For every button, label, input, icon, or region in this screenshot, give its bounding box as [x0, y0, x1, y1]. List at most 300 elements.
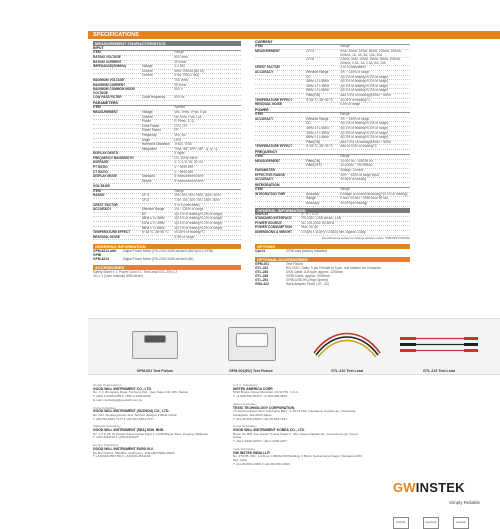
office-line: T +1-909-399-3535 F +1-909-399-0819: [233, 394, 287, 399]
spec-mode: CF-3: [141, 193, 149, 198]
photo-gpm-001: [110, 323, 200, 373]
spec-value: ±(0.3% of reading+0.2% of range): [340, 130, 389, 135]
spec-mode: Filter(ON): [306, 92, 321, 97]
spec-value: 5mA~200mA (5Ω ±δ): [174, 68, 205, 73]
spec-key: [255, 202, 306, 206]
spec-mode: CF-6: [141, 198, 149, 203]
spec-mode: 66Hz < f ≤ 6kHz: [141, 225, 165, 230]
option-item: [255, 249, 410, 253]
spec-value: 20 Arms: [174, 59, 187, 64]
photo-caption: GTL-219 Test Lead: [423, 369, 455, 373]
spec-key: [255, 58, 306, 65]
voltage-heading: VOLTAGE: [93, 184, 241, 189]
options-heading: OPTIONS: [255, 244, 410, 249]
office-block: [93, 444, 223, 459]
spec-mode: [306, 103, 340, 107]
spec-mode: Crest Factor: [141, 123, 160, 128]
gw-instek-logo: [393, 480, 465, 495]
spec-key: [93, 213, 142, 217]
spec-row: [255, 231, 410, 236]
spec-value: ±(0.1% of reading+0.2% of range): [340, 88, 389, 93]
spec-key: [255, 122, 306, 126]
spec-mode: 45Hz ≤ f ≤ 66Hz: [306, 79, 329, 84]
spec-key: MAXIMUM CURRENT: [93, 82, 126, 87]
spec-value: ±(0.1% of reading+0.2% of range): [174, 221, 223, 225]
spec-key: [93, 120, 142, 124]
spec-mode: Standard: [141, 174, 155, 179]
spec-key: [255, 127, 306, 131]
spec-value: CFV, CFI: [174, 123, 188, 128]
ordering-information-heading: ORDERING INFORMATION: [93, 244, 241, 249]
office-label: Japan Subsidiary: [233, 401, 257, 406]
spec-key: TEMPERATURE EFFECT: [255, 97, 293, 102]
spec-value: 2.5mA, 5mA, 10mA, 25mA, 50mA, 100mA, 250mA, 0.5A, 1A, 2.5A, 5A, 10A: [340, 57, 401, 65]
spec-value: 10.000Hz ~ 99.999kHz: [340, 163, 373, 168]
office-block: [93, 407, 223, 422]
spec-key: DISPLAY: [255, 211, 269, 216]
spec-key: DIMENSIONS & WEIGHT: [255, 230, 293, 234]
office-name: GOOD WILL INSTRUMENT KOREA CO., LTD.: [233, 428, 305, 433]
spec-value: 0.5% of range: [340, 102, 361, 107]
office-line: T +31(0)40-2557790 F +31(0)40-2541194: [93, 454, 151, 459]
spec-key: ITEM: [255, 112, 263, 117]
spec-key: [255, 85, 306, 89]
spec-mode: Effective Range: [141, 207, 165, 212]
spec-mode: [142, 157, 175, 161]
spec-value: 600 Vrms: [174, 55, 188, 59]
order-code: GPM-8213 with GPIB: [93, 249, 117, 258]
photo-gtl-210: [302, 323, 392, 373]
linkedin-icon[interactable]: LinkedIn: [453, 517, 469, 529]
right-spec-column: [255, 40, 410, 286]
spec-value: 5mA, 10mA, 20mA, 50mA, 100mA, 200mA, 500mA, 1A, 2A, 5A, 10A, 20A: [340, 49, 402, 57]
spec-value: 10.000 Hz ~ 499.99 Hz: [340, 158, 373, 163]
spec-mode: [306, 174, 340, 178]
spec-value: ±0.06% of reading: [340, 177, 367, 182]
spec-value: 1 ~ 9999.999: [174, 169, 194, 174]
current-table: [255, 45, 410, 107]
office-block: [233, 384, 363, 399]
spec-value: ±(0.1% of reading+0.2% of range): [340, 83, 389, 88]
office-name: GW INSTEK INDIA LLP.: [233, 450, 271, 455]
spec-key: [255, 132, 306, 136]
spec-value: RS-232C, USB device, LAN: [301, 216, 342, 221]
spec-mode: 45Hz ≤ f ≤ 66Hz: [306, 125, 329, 130]
spec-mode: Current: [141, 73, 153, 78]
spec-mode: Current: [141, 68, 153, 73]
test-lead-icon: [302, 323, 392, 365]
logo-name: INSTEK: [415, 480, 465, 495]
spec-key: [93, 180, 142, 184]
spec-mode: [142, 51, 175, 55]
spec-mode: Cutoff frequency: [141, 95, 166, 100]
spec-key: ITEM: [255, 154, 263, 159]
spec-mode: DC: [306, 74, 311, 79]
spec-value: ±0.03% of reading/°C: [174, 230, 205, 235]
spec-mode: [306, 169, 340, 173]
general-information-heading: GENERAL INFORMATION: [255, 208, 410, 213]
spec-key: RESIDUAL NOISE: [93, 234, 121, 239]
spec-value: 700 Vrms: [174, 77, 188, 82]
office-line: E-mail: marketing@goodwill.com.tw: [93, 397, 143, 402]
spec-value: DC, 10Hz~6kHz: [174, 155, 198, 160]
spec-value: 1, 2, 4, 8, 16, 32, 64: [174, 160, 203, 165]
spec-mode: 5~18 °C, 28~40 °C: [306, 97, 333, 102]
spec-mode: [142, 84, 175, 88]
optional-accessories-list: [255, 262, 410, 286]
spec-key: ITEM: [255, 44, 263, 49]
spec-mode: 5~18 °C, 28~40 °C: [306, 144, 333, 149]
spec-key: MEASUREMENT: [93, 109, 118, 114]
order-desc: Digital Power Meter (RS-232C/USB device/LAN): [122, 257, 194, 262]
spec-mode: Power Factor: [141, 128, 161, 133]
measurement-characteristics-heading: MEASUREMENT CHARACTERISTICS: [93, 41, 241, 46]
parameters-table: [93, 106, 241, 184]
spec-mode: 66Hz < f ≤ 6kHz: [306, 135, 329, 140]
office-line: 7F Towa Fudosan Shin Yokohama Bldg., 2-18-13 Shin Yokohama, Kohoku-ku, Yokohama, Kanagawa, 222-0033 Japan: [233, 409, 357, 417]
office-line: No. 1-3 & 25, Persiaran Kelisa Kelisa Pejal 1, 11900 Bayan Baru, Penang, Malaysia: [93, 431, 208, 436]
order-desc: Test Fixture: [286, 262, 304, 267]
spec-key: RATING VOLTAGE: [93, 55, 121, 59]
accessories-line-2: CD x 1 (User manual) USB driver): [93, 274, 143, 279]
spec-key: ITEM: [93, 188, 101, 193]
spec-value: 3 or 6 (selectable): [174, 202, 200, 207]
spec-value: 10% ~ 130% of range input: [340, 172, 379, 177]
spec-mode: Range: [306, 196, 316, 201]
general-table: [255, 213, 410, 236]
spec-value: 0.5A~20A (1 mΩ): [174, 73, 199, 78]
spec-key: [93, 217, 142, 221]
spec-value: DEG: [174, 137, 182, 142]
spec-key: AVERAGE: [93, 160, 109, 165]
order-code: GPM-001: [255, 262, 270, 267]
facebook-icon[interactable]: Facebook: [423, 517, 439, 529]
spec-key: [255, 136, 306, 140]
spec-value: 5 digits: [174, 151, 185, 156]
spec-key: [255, 80, 306, 84]
spec-key: FREQUENCY BANDWIDTH: [93, 155, 134, 160]
spec-value: Range: [340, 154, 350, 159]
spec-key: PARAMETER: [255, 168, 275, 173]
spec-value: ±0.03% of reading/°C: [340, 97, 371, 102]
spec-key: CREST FACTOR: [93, 202, 118, 207]
spec-value: 4 measurement item: [174, 178, 204, 183]
order-desc: RS-232C Cable, 9-pin Female to 9-pin, null Modem for Computer: [286, 266, 382, 271]
order-code: GTL-232: [255, 266, 269, 271]
spec-value: P, Pmax, S, Q: [174, 119, 195, 124]
power-table: [255, 113, 410, 150]
spec-value: 7.5V, 15V, 30V, 75V, 150V, 300V: [174, 198, 221, 203]
office-name: GOOD WILL INSTRUMENT (SUZHOU) CO., LTD.: [93, 409, 170, 414]
spec-value: 0.5% of range: [174, 234, 195, 239]
integration-table: [255, 188, 410, 206]
spec-value: Idc, Irms, I+pk, I-pk: [174, 114, 202, 119]
spec-value: Vhz, Ihz: [174, 132, 186, 137]
spec-mode: Filter(ON): [306, 158, 321, 163]
specifications-title: SPECIFICATIONS: [88, 31, 500, 39]
spec-mode: Effective Range: [306, 116, 329, 121]
spec-value: 500 Hz: [174, 95, 185, 100]
spec-value: 1% ~ 130% of range: [340, 69, 370, 74]
office-name: INSTEK AMERICA CORP.: [233, 386, 274, 391]
spec-value: ±(0.1% of reading+0.1% of range): [340, 79, 389, 84]
order-item: [255, 282, 410, 286]
spec-value: ±0.02%(of reading): [340, 201, 368, 206]
spec-key: POWER CONSUMPTION: [255, 225, 292, 230]
spec-key: INTEGRATION TIME: [255, 191, 286, 196]
spec-key: DISPLAY MODE: [93, 174, 117, 179]
logo-prefix: GW: [393, 480, 416, 495]
spec-value: ±(0.3% of reading+0.2% of range): [340, 135, 389, 140]
order-desc: GPIB Cable, approx. 2000mm: [286, 274, 330, 279]
spec-value: Add 0.3% of reading@45Hz ~ 66Hz: [340, 139, 391, 144]
spec-key: [93, 116, 142, 120]
spec-mode: [142, 161, 175, 165]
spec-mode: Angle: [141, 137, 150, 142]
office-name: GOOD WILL INSTRUMENT (SEA) SDN. BHD.: [93, 428, 165, 433]
spec-mode: CF=6: [306, 57, 315, 62]
office-label: Global Headquarters: [93, 383, 122, 387]
spec-mode: Accuracy: [306, 191, 320, 196]
spec-mode: Effective Range: [306, 69, 329, 74]
spec-mode: 10Hz ≤ f < 45Hz: [306, 83, 330, 88]
spec-mode: [306, 178, 340, 182]
spec-mode: Integration: [141, 146, 157, 151]
spec-row: [255, 202, 410, 207]
spec-value: 1% ~ 150% of range: [340, 116, 370, 121]
option-code: Opt.01: [255, 249, 266, 254]
order-item: [93, 257, 241, 261]
spec-value: Symbol: [174, 105, 186, 110]
spec-key: [93, 70, 142, 74]
slogan: Simply Reliable: [449, 500, 481, 505]
spec-key: [255, 76, 306, 80]
spec-key: RATING CURRENT: [93, 59, 122, 64]
office-line: De Run 5427A, 5504DG, Veldhoven, THE NETHERLANDS: [93, 450, 175, 455]
spec-value: ±(0.1% of reading+0.2% of range): [340, 121, 389, 126]
spec-mode: Frequency: [141, 132, 157, 137]
spec-key: [93, 222, 142, 226]
spec-key: [255, 89, 306, 93]
spec-value: Add 0.3% of reading@45Hz ~ 66Hz: [340, 92, 391, 97]
spec-mode: 10Hz ≤ f < 45Hz: [141, 221, 165, 225]
office-label: Europe Subsidiary: [93, 443, 119, 448]
integration-heading: INTEGRATION: [255, 183, 410, 188]
spec-value: Max. 30 VA: [301, 225, 318, 230]
spec-value: Time, WP, WP+, WP-, q, q+, q-: [174, 146, 219, 151]
order-item: [93, 249, 241, 257]
spec-mode: [142, 88, 175, 95]
spec-value: Range: [174, 188, 184, 193]
spec-mode: [142, 236, 175, 240]
office-label: China Subsidiary: [93, 405, 117, 410]
spec-value: Add ±0.03% of reading/°C: [340, 144, 378, 149]
spec-mode: [142, 166, 175, 170]
left-spec-column: [93, 40, 241, 278]
order-desc: Rack Adapter Panel (19", 2U): [286, 282, 330, 287]
spec-key: RESIDUAL NOISE: [255, 102, 283, 107]
spec-value: 1 ~ 9999.999: [174, 165, 194, 170]
footer-column-2: [233, 384, 363, 470]
office-line: Room No.805, Ace Gasan Hi-End Tower 2, 184, Gasan Digital2-Ro, Geumcheon-gu, Seoul, Korea: [233, 431, 359, 440]
spec-mode: CF=3: [306, 49, 315, 53]
spec-key: TEMPERATURE EFFECT: [255, 144, 293, 149]
office-line: T +82-2-3439-2205 F +82-2-3439-2207: [233, 439, 287, 444]
company-footer: [93, 383, 493, 524]
spec-value: ±(0.1% of reading+0.2% of range): [174, 211, 223, 216]
spec-value: 600 V: [174, 87, 183, 92]
office-line: T +86-512-6661-7177 F +86-512-6661-7277: [93, 416, 154, 421]
spec-mode: Voltage: [141, 64, 153, 69]
spec-mode: 66Hz < f ≤ 6kHz: [306, 88, 329, 93]
office-label: U.S.A. Subsidiary: [233, 383, 258, 387]
office-line: T +604-6111122 F +604-6115225: [93, 435, 139, 440]
spec-key: [93, 125, 142, 129]
spec-key: [93, 143, 142, 147]
spec-key: ACCURACY: [255, 69, 274, 74]
spec-key: ACCURACY: [93, 207, 112, 212]
office-name: GOOD WILL INSTRUMENT EURO B.V.: [93, 446, 154, 451]
spec-key: CREST FACTOR: [255, 65, 280, 70]
office-block: [233, 448, 363, 467]
spec-mode: [142, 56, 175, 60]
spec-value: ±(0.1% of reading+0.1% of range): [340, 125, 389, 130]
spec-key: LOW PASS FILTER: [93, 95, 122, 100]
spec-key: MEASUREMENT: [255, 49, 280, 53]
spec-key: ACCURACY: [255, 116, 274, 121]
spec-value: 2.4 MΩ: [174, 64, 185, 69]
spec-value: (Voltage or current accuracy)+(0.1% of reading): [340, 191, 408, 196]
frequency-heading: FREQUENCY: [255, 150, 410, 155]
accessories-heading: ACCESSORIES: [93, 265, 241, 270]
spec-value: 3 or 6 (selectable): [340, 65, 366, 70]
spec-mode: DC: [141, 211, 147, 216]
spec-value: Vdc, Vrms, V+pk, V-pk: [174, 109, 207, 114]
spec-key: ITEM: [255, 187, 263, 192]
test-lead-icon: [394, 323, 484, 365]
spec-key: TEMPERATURE EFFECT: [93, 230, 131, 235]
office-line: No. 2707/B, 50C, 1st Floor, LIMRAA PR Building, 6 Block, Subramanya Nagar, Bengaluru-560 021, India: [233, 454, 362, 462]
spec-value: 8 measurement item: [174, 174, 204, 179]
input-table: [93, 51, 241, 101]
spec-value: Range: [340, 44, 350, 49]
spec-mode: Voltage: [141, 109, 153, 114]
office-line: T +81-45-620-2305 F +81-45-534-7181: [233, 416, 287, 421]
spec-value: 1% ~ 130% of range: [174, 207, 204, 212]
office-block: [93, 425, 223, 440]
order-desc: USB Cable, A-B type, approx. 1200mm: [286, 270, 344, 275]
spec-mode: Filter(ON): [306, 139, 321, 144]
spec-row: [93, 236, 241, 241]
optional-accessories-heading: OPTIONAL ACCESSORIES: [255, 257, 410, 262]
spec-mode: DC: [306, 121, 311, 126]
spec-key: [93, 134, 142, 138]
spec-key: ITEM: [93, 50, 101, 55]
office-line: No. 7-1, Jhongsing Road, Tucheng Dist., New Taipei City 236, Taiwan: [93, 390, 189, 395]
spec-value: Range: [174, 50, 184, 55]
spec-value: ±(0.1% of reading+0.2% of range): [340, 74, 389, 79]
spec-value: 4" TFT LCD: [301, 211, 319, 216]
spec-mode: 5~18 °C, 28~40 °C: [141, 230, 169, 235]
spec-key: MAXIMUM COMMON MODE VOLTAGE: [93, 87, 135, 95]
spec-mode: Power: [141, 119, 151, 124]
office-name: TEXIO TECHNOLOGY CORPORATION.: [233, 405, 296, 410]
spec-value: THDV, THDI: [174, 142, 192, 147]
spec-key: MAXIMUM VOLTAGE: [93, 77, 125, 82]
photo-caption: GPM-001(EU) Test Fixture: [229, 369, 273, 373]
spec-key: ITEM: [93, 105, 101, 110]
photo-gpm-001-eu: [206, 323, 296, 373]
spec-key: [93, 129, 142, 133]
spec-key: [255, 197, 306, 201]
spec-value: 25 Arms: [174, 82, 187, 87]
spec-key: [93, 139, 142, 143]
voltage-table: [93, 190, 241, 241]
order-code: GTL-248: [255, 274, 269, 279]
spec-value: ±(0.1% of reading+0.2% of range): [174, 225, 223, 230]
office-block: [233, 403, 363, 422]
office-line: 5198 Brooks Street Montclair, CA 91763, U.S.A.: [233, 390, 299, 395]
spec-key: STANDARD INTERFACE: [255, 216, 292, 221]
accessory-photo-strip: [88, 318, 500, 375]
power-heading: POWER: [255, 108, 410, 113]
spec-mode: 10Hz ≤ f < 45Hz: [306, 130, 330, 135]
spec-key: IMPEDANCE(50/60Hz): [93, 64, 127, 69]
order-desc: GPIB-USB-HS-(High Speed): [286, 278, 328, 283]
spec-key: MEASUREMENT: [255, 158, 280, 163]
order-code: GTL-246: [255, 270, 269, 275]
accessories-line-1: Safety Sheet x 1, Power Cord x 1, Test Lead GTL-209 x 2: [93, 270, 178, 275]
office-block: [233, 425, 363, 444]
spec-mode: Filter(OFF): [306, 163, 322, 168]
parameters-heading: PARAMETERS: [93, 101, 241, 106]
office-line: No. 521, Zhujiang Road, Snd, Suzhou Jiangsu 215011 China: [93, 412, 177, 417]
order-desc: Digital Power Meter (RS-232C/USB device/LAN/Opt.01 GPIB): [122, 249, 214, 254]
spec-key: POWER SOURCE: [255, 220, 282, 225]
spec-mode: Accuracy: [306, 201, 320, 206]
spec-key: ACCURACY: [255, 177, 274, 182]
option-desc: GPIB card (factory installed): [286, 249, 328, 254]
spec-key: DISPLAY DIGITS: [93, 151, 118, 156]
spec-key: CT RATIO: [93, 169, 108, 174]
website-icon[interactable]: Website: [393, 517, 409, 529]
spec-mode: Current: [141, 114, 153, 119]
spec-value: AC 100-240V, 50-60Hz: [301, 220, 335, 225]
spec-mode: [142, 79, 175, 83]
office-label: Korea Subsidiary: [233, 424, 257, 429]
spec-key: RANGE: [93, 193, 105, 198]
office-name: GOOD WILL INSTRUMENT CO., LTD.: [93, 386, 152, 391]
office-block: [93, 384, 223, 403]
order-code: GPM-8213: [93, 257, 109, 262]
office-line: T +91-80-6811-0600 F +91-80-6811-0626: [233, 461, 290, 466]
photo-caption: GTL-210 Test Lead: [331, 369, 363, 373]
spec-mode: [142, 152, 175, 156]
frequency-table: [255, 155, 410, 183]
spec-mode: Simple: [141, 178, 152, 183]
order-code: GRA-422: [255, 282, 269, 287]
spec-value: Range: [340, 112, 350, 117]
spec-key: [255, 94, 306, 98]
spec-value: 270(W) x 110(H) x 245(D) mm; Approx. 2.8kg: [301, 230, 366, 234]
spec-value: Voltage, Current: [340, 168, 364, 173]
photo-gtl-219: [394, 323, 484, 373]
spec-value: Range: [340, 187, 350, 192]
input-heading: INPUT: [93, 46, 241, 51]
spec-value: 0 hour 00 min ~ 9999 hour 59 min: [340, 196, 389, 201]
spec-mode: Harmonic Distortion: [141, 142, 170, 147]
spec-value: 15V, 30V, 60V, 150V, 300V, 600V: [174, 193, 222, 198]
